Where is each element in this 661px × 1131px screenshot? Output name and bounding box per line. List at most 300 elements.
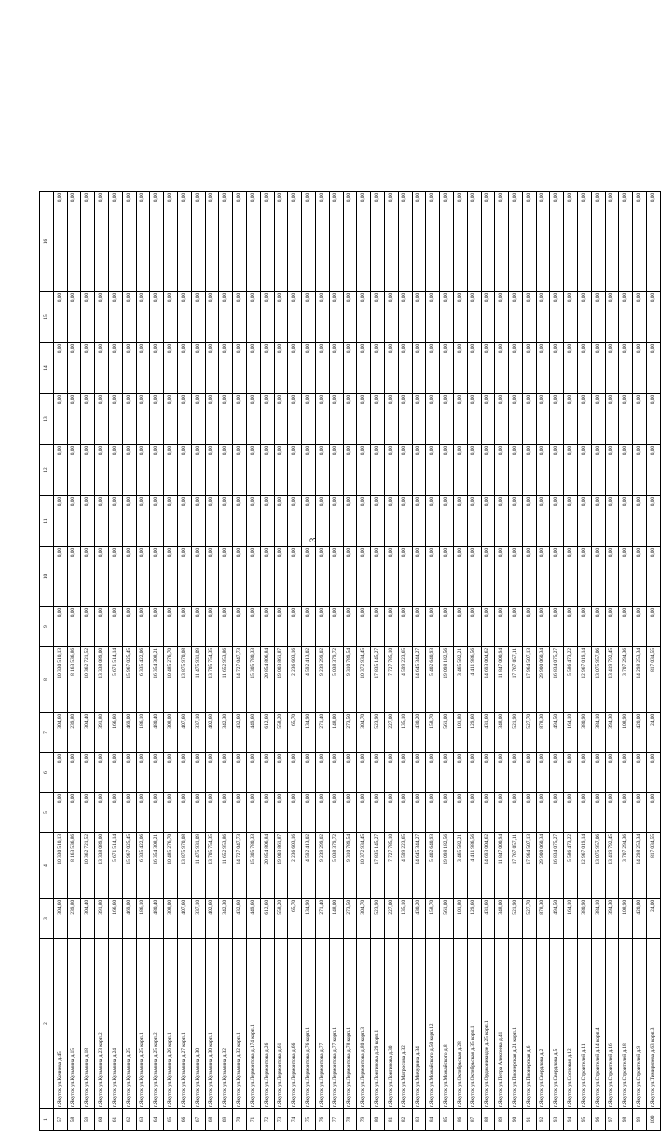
cost-cell: 3 707 294,36	[619, 833, 633, 899]
zero-cell: 0,00	[371, 607, 385, 647]
cost-cell: 17 835 145,27	[371, 833, 385, 899]
cost-cell: 16 834 075,27	[550, 647, 564, 713]
table-row	[164, 192, 178, 1131]
cost-cell: 6 335 422,06	[136, 647, 150, 713]
row-number-cell: 79	[357, 1109, 371, 1131]
zero-cell: 0,00	[302, 292, 316, 343]
zero-cell: 0,00	[509, 292, 523, 343]
zero-cell: 0,00	[522, 394, 536, 445]
row-number-cell: 88	[481, 1109, 495, 1131]
zero-cell: 0,00	[426, 343, 440, 394]
area-cell: 304,70	[357, 899, 371, 939]
row-number-cell: 73	[274, 1109, 288, 1131]
zero-cell: 0,00	[467, 394, 481, 445]
zero-cell: 0,00	[122, 607, 136, 647]
row-number-cell: 58	[67, 1109, 81, 1131]
zero-cell: 0,00	[53, 496, 67, 547]
cost-cell: 4 599 223,65	[398, 833, 412, 899]
table-row	[302, 192, 316, 1131]
zero-cell: 0,00	[578, 547, 592, 607]
table-row	[412, 192, 426, 1131]
cost-cell: 10 362 721,52	[81, 647, 95, 713]
area-cell: 273,50	[343, 713, 357, 753]
zero-cell: 0,00	[329, 607, 343, 647]
table-row	[578, 192, 592, 1131]
zero-cell: 0,00	[205, 343, 219, 394]
zero-cell: 0,00	[81, 394, 95, 445]
area-cell: 227,00	[384, 899, 398, 939]
zero-cell: 0,00	[81, 607, 95, 647]
zero-cell: 0,00	[191, 394, 205, 445]
zero-cell: 0,00	[136, 793, 150, 833]
zero-cell: 0,00	[302, 793, 316, 833]
zero-cell: 0,00	[522, 445, 536, 496]
zero-cell: 0,00	[536, 793, 550, 833]
address-cell: г.Якутск ул.Строителей д.16	[605, 939, 619, 1109]
zero-cell: 0,00	[260, 292, 274, 343]
area-cell: 273,50	[343, 899, 357, 939]
address-cell: г.Якутск ул.Кузьмина д.30	[191, 939, 205, 1109]
zero-cell: 0,00	[619, 496, 633, 547]
cost-cell: 14 298 253,34	[633, 647, 647, 713]
area-cell: 24,00	[647, 713, 661, 753]
row-number-cell: 89	[495, 1109, 509, 1131]
column-header: 3	[40, 899, 54, 939]
row-number-cell: 94	[564, 1109, 578, 1131]
table-row	[495, 192, 509, 1131]
zero-cell: 0,00	[108, 394, 122, 445]
cost-cell: 4 411 986,56	[467, 833, 481, 899]
zero-cell: 0,00	[453, 793, 467, 833]
table-row	[550, 192, 564, 1131]
row-number-cell: 82	[398, 1109, 412, 1131]
row-number-cell: 95	[578, 1109, 592, 1131]
table-row	[136, 192, 150, 1131]
zero-cell: 0,00	[219, 753, 233, 793]
row-number-cell: 93	[550, 1109, 564, 1131]
address-cell: г.Якутск ул.Кочнева д.45	[53, 939, 67, 1109]
area-cell: 24,00	[647, 899, 661, 939]
zero-cell: 0,00	[81, 192, 95, 292]
area-cell: 449,60	[246, 713, 260, 753]
zero-cell: 0,00	[343, 445, 357, 496]
column-header: 8	[40, 647, 54, 713]
zero-cell: 0,00	[122, 753, 136, 793]
zero-cell: 0,00	[550, 343, 564, 394]
zero-cell: 0,00	[315, 496, 329, 547]
zero-cell: 0,00	[647, 607, 661, 647]
area-cell: 430,20	[412, 713, 426, 753]
area-cell: 431,60	[481, 713, 495, 753]
cost-cell: 5 402 640,93	[426, 647, 440, 713]
zero-cell: 0,00	[122, 547, 136, 607]
area-cell: 134,90	[302, 713, 316, 753]
zero-cell: 0,00	[384, 753, 398, 793]
area-cell: 878,30	[536, 713, 550, 753]
cost-cell: 15 967 025,45	[122, 647, 136, 713]
zero-cell: 0,00	[495, 607, 509, 647]
cost-cell: 10 485 276,70	[164, 647, 178, 713]
zero-cell: 0,00	[274, 192, 288, 292]
zero-cell: 0,00	[605, 343, 619, 394]
data-table	[39, 191, 661, 1131]
table-row	[398, 192, 412, 1131]
zero-cell: 0,00	[398, 445, 412, 496]
zero-cell: 0,00	[81, 496, 95, 547]
zero-cell: 0,00	[467, 192, 481, 292]
zero-cell: 0,00	[233, 343, 247, 394]
zero-cell: 0,00	[108, 343, 122, 394]
zero-cell: 0,00	[177, 607, 191, 647]
zero-cell: 0,00	[564, 607, 578, 647]
row-number-cell: 66	[177, 1109, 191, 1131]
zero-cell: 0,00	[53, 394, 67, 445]
zero-cell: 0,00	[136, 343, 150, 394]
cost-cell: 2 236 603,16	[288, 833, 302, 899]
address-cell: г.Якутск ул.Строителей д.11	[578, 939, 592, 1109]
zero-cell: 0,00	[522, 292, 536, 343]
row-number-cell: 69	[219, 1109, 233, 1131]
zero-cell: 0,00	[619, 292, 633, 343]
cost-cell: 4 592 413,02	[302, 647, 316, 713]
zero-cell: 0,00	[233, 394, 247, 445]
address-cell: г.Якутск ул.Строителей д.9	[633, 939, 647, 1109]
area-cell: 164,10	[564, 899, 578, 939]
cost-cell: 6 335 422,06	[136, 833, 150, 899]
address-cell: г.Якутск ул.Октябрьская д.35 корп.1	[467, 939, 481, 1109]
zero-cell: 0,00	[164, 547, 178, 607]
column-header: 2	[40, 939, 54, 1109]
address-cell: г.Якутск ул.Лермонтова д.174 корп.1	[246, 939, 260, 1109]
row-number-cell: 85	[440, 1109, 454, 1131]
area-cell: 186,10	[136, 899, 150, 939]
zero-cell: 0,00	[633, 292, 647, 343]
zero-cell: 0,00	[481, 292, 495, 343]
area-cell: 380,90	[578, 713, 592, 753]
zero-cell: 0,00	[467, 292, 481, 343]
zero-cell: 0,00	[191, 192, 205, 292]
zero-cell: 0,00	[591, 547, 605, 607]
zero-cell: 0,00	[509, 793, 523, 833]
zero-cell: 0,00	[591, 753, 605, 793]
zero-cell: 0,00	[219, 496, 233, 547]
row-number-cell: 84	[426, 1109, 440, 1131]
zero-cell: 0,00	[219, 394, 233, 445]
zero-cell: 0,00	[274, 445, 288, 496]
row-number-cell: 99	[633, 1109, 647, 1131]
row-number-cell: 75	[302, 1109, 316, 1131]
zero-cell: 0,00	[246, 394, 260, 445]
area-cell: 134,90	[302, 899, 316, 939]
cost-cell: 10 330 510,13	[53, 833, 67, 899]
area-cell: 420,00	[633, 899, 647, 939]
zero-cell: 0,00	[288, 547, 302, 607]
zero-cell: 0,00	[177, 496, 191, 547]
data-table-rotated	[39, 191, 656, 1131]
area-cell: 527,70	[522, 899, 536, 939]
address-cell: г.Якутск ул.Лермонтова д.66	[288, 939, 302, 1109]
zero-cell: 0,00	[329, 343, 343, 394]
zero-cell: 0,00	[412, 343, 426, 394]
zero-cell: 0,00	[67, 343, 81, 394]
zero-cell: 0,00	[357, 793, 371, 833]
zero-cell: 0,00	[647, 793, 661, 833]
column-header: 5	[40, 793, 54, 833]
zero-cell: 0,00	[467, 496, 481, 547]
zero-cell: 0,00	[205, 445, 219, 496]
zero-cell: 0,00	[605, 192, 619, 292]
zero-cell: 0,00	[343, 292, 357, 343]
cost-cell: 7 727 785,10	[384, 833, 398, 899]
row-number-cell: 91	[522, 1109, 536, 1131]
cost-cell: 19 003 861,87	[274, 833, 288, 899]
zero-cell: 0,00	[550, 607, 564, 647]
cost-cell: 3 465 582,21	[453, 647, 467, 713]
cost-cell: 10 485 276,70	[164, 833, 178, 899]
zero-cell: 0,00	[177, 753, 191, 793]
table-row	[481, 192, 495, 1131]
zero-cell: 0,00	[481, 753, 495, 793]
table-row	[108, 192, 122, 1131]
cost-cell: 13 705 754,35	[205, 833, 219, 899]
cost-cell: 14 727 047,73	[233, 647, 247, 713]
column-header: 9	[40, 607, 54, 647]
address-cell: г.Якутск ул.Кузьмина д.30 корп.1	[205, 939, 219, 1109]
zero-cell: 0,00	[274, 547, 288, 607]
address-cell: г.Якутск ул.Тимирязева д.63 корп.3	[647, 939, 661, 1109]
zero-cell: 0,00	[246, 607, 260, 647]
zero-cell: 0,00	[150, 192, 164, 292]
zero-cell: 0,00	[136, 292, 150, 343]
zero-cell: 0,00	[440, 753, 454, 793]
zero-cell: 0,00	[315, 793, 329, 833]
zero-cell: 0,00	[246, 547, 260, 607]
zero-cell: 0,00	[260, 607, 274, 647]
column-header: 16	[40, 192, 54, 292]
row-number-cell: 72	[260, 1109, 274, 1131]
cost-cell: 4 411 986,56	[467, 647, 481, 713]
zero-cell: 0,00	[619, 192, 633, 292]
area-cell: 380,90	[578, 899, 592, 939]
zero-cell: 0,00	[398, 793, 412, 833]
zero-cell: 0,00	[136, 394, 150, 445]
zero-cell: 0,00	[329, 292, 343, 343]
area-cell: 239,80	[67, 713, 81, 753]
area-cell: 304,70	[357, 713, 371, 753]
cost-cell: 11 652 953,86	[219, 833, 233, 899]
column-header: 13	[40, 394, 54, 445]
zero-cell: 0,00	[384, 607, 398, 647]
zero-cell: 0,00	[591, 445, 605, 496]
zero-cell: 0,00	[81, 445, 95, 496]
zero-cell: 0,00	[81, 547, 95, 607]
zero-cell: 0,00	[619, 607, 633, 647]
zero-cell: 0,00	[177, 292, 191, 343]
row-number-cell: 60	[95, 1109, 109, 1131]
cost-cell: 29 900 060,34	[536, 833, 550, 899]
zero-cell: 0,00	[357, 292, 371, 343]
table-row	[95, 192, 109, 1131]
table-row	[605, 192, 619, 1131]
area-cell: 523,90	[371, 899, 385, 939]
zero-cell: 0,00	[509, 547, 523, 607]
zero-cell: 0,00	[371, 343, 385, 394]
zero-cell: 0,00	[246, 445, 260, 496]
cost-cell: 5 586 473,22	[564, 647, 578, 713]
zero-cell: 0,00	[274, 394, 288, 445]
zero-cell: 0,00	[233, 547, 247, 607]
zero-cell: 0,00	[302, 496, 316, 547]
area-cell: 129,60	[467, 713, 481, 753]
zero-cell: 0,00	[53, 753, 67, 793]
zero-cell: 0,00	[578, 496, 592, 547]
cost-cell: 11 475 931,09	[191, 833, 205, 899]
zero-cell: 0,00	[495, 496, 509, 547]
zero-cell: 0,00	[315, 192, 329, 292]
zero-cell: 0,00	[219, 547, 233, 607]
zero-cell: 0,00	[205, 793, 219, 833]
zero-cell: 0,00	[619, 394, 633, 445]
zero-cell: 0,00	[150, 445, 164, 496]
zero-cell: 0,00	[191, 607, 205, 647]
zero-cell: 0,00	[205, 394, 219, 445]
zero-cell: 0,00	[481, 793, 495, 833]
zero-cell: 0,00	[329, 753, 343, 793]
zero-cell: 0,00	[371, 753, 385, 793]
cost-cell: 5 038 379,72	[329, 647, 343, 713]
zero-cell: 0,00	[633, 445, 647, 496]
cost-cell: 17 964 507,13	[522, 833, 536, 899]
zero-cell: 0,00	[481, 192, 495, 292]
cost-cell: 817 034,55	[647, 647, 661, 713]
zero-cell: 0,00	[467, 445, 481, 496]
zero-cell: 0,00	[509, 394, 523, 445]
table-row	[633, 192, 647, 1131]
zero-cell: 0,00	[564, 192, 578, 292]
row-number-cell: 77	[329, 1109, 343, 1131]
zero-cell: 0,00	[591, 496, 605, 547]
zero-cell: 0,00	[440, 343, 454, 394]
zero-cell: 0,00	[219, 292, 233, 343]
zero-cell: 0,00	[274, 793, 288, 833]
area-cell: 186,10	[136, 713, 150, 753]
area-cell: 308,00	[164, 713, 178, 753]
table-row	[619, 192, 633, 1131]
zero-cell: 0,00	[384, 445, 398, 496]
cost-cell: 5 671 514,14	[108, 833, 122, 899]
zero-cell: 0,00	[67, 793, 81, 833]
cost-cell: 11 475 931,09	[191, 647, 205, 713]
zero-cell: 0,00	[619, 445, 633, 496]
zero-cell: 0,00	[578, 445, 592, 496]
zero-cell: 0,00	[453, 192, 467, 292]
zero-cell: 0,00	[53, 607, 67, 647]
zero-cell: 0,00	[412, 496, 426, 547]
zero-cell: 0,00	[95, 192, 109, 292]
area-cell: 108,90	[619, 899, 633, 939]
cost-cell: 19 003 861,87	[274, 647, 288, 713]
zero-cell: 0,00	[95, 547, 109, 607]
area-cell: 337,10	[191, 899, 205, 939]
table-row	[426, 192, 440, 1131]
zero-cell: 0,00	[288, 793, 302, 833]
cost-cell: 4 592 413,02	[302, 833, 316, 899]
zero-cell: 0,00	[647, 343, 661, 394]
zero-cell: 0,00	[536, 496, 550, 547]
cost-cell: 817 034,55	[647, 833, 661, 899]
table-row	[288, 192, 302, 1131]
table-row	[315, 192, 329, 1131]
table-row	[150, 192, 164, 1131]
zero-cell: 0,00	[108, 496, 122, 547]
zero-cell: 0,00	[412, 445, 426, 496]
zero-cell: 0,00	[343, 394, 357, 445]
row-number-cell: 76	[315, 1109, 329, 1131]
cost-cell: 11 847 000,94	[495, 647, 509, 713]
zero-cell: 0,00	[440, 445, 454, 496]
zero-cell: 0,00	[233, 793, 247, 833]
cost-cell: 5 402 640,93	[426, 833, 440, 899]
zero-cell: 0,00	[67, 607, 81, 647]
zero-cell: 0,00	[177, 343, 191, 394]
address-cell: г.Якутск ул.Кузьмина д.32 корп.1	[233, 939, 247, 1109]
zero-cell: 0,00	[67, 394, 81, 445]
zero-cell: 0,00	[260, 793, 274, 833]
zero-cell: 0,00	[426, 793, 440, 833]
zero-cell: 0,00	[53, 343, 67, 394]
cost-cell: 9 239 299,02	[315, 647, 329, 713]
zero-cell: 0,00	[288, 192, 302, 292]
zero-cell: 0,00	[343, 343, 357, 394]
zero-cell: 0,00	[398, 292, 412, 343]
cost-cell: 3 707 294,36	[619, 647, 633, 713]
zero-cell: 0,00	[122, 343, 136, 394]
cost-cell: 11 652 953,86	[219, 647, 233, 713]
table-row	[260, 192, 274, 1131]
zero-cell: 0,00	[67, 753, 81, 793]
zero-cell: 0,00	[357, 343, 371, 394]
address-cell: г.Якутск ул.Петра Алексеева д.41	[495, 939, 509, 1109]
area-cell: 148,00	[329, 713, 343, 753]
area-cell: 65,70	[288, 713, 302, 753]
cost-cell: 7 727 785,10	[384, 647, 398, 713]
table-row	[564, 192, 578, 1131]
zero-cell: 0,00	[81, 343, 95, 394]
row-number-cell: 86	[453, 1109, 467, 1131]
zero-cell: 0,00	[384, 496, 398, 547]
area-cell: 158,70	[426, 899, 440, 939]
zero-cell: 0,00	[150, 753, 164, 793]
area-cell: 337,10	[191, 713, 205, 753]
zero-cell: 0,00	[467, 343, 481, 394]
zero-cell: 0,00	[384, 192, 398, 292]
area-cell: 469,00	[122, 899, 136, 939]
zero-cell: 0,00	[619, 343, 633, 394]
zero-cell: 0,00	[398, 496, 412, 547]
zero-cell: 0,00	[522, 343, 536, 394]
area-cell: 135,10	[398, 713, 412, 753]
table-row	[371, 192, 385, 1131]
area-cell: 494,50	[550, 899, 564, 939]
zero-cell: 0,00	[288, 394, 302, 445]
zero-cell: 0,00	[260, 753, 274, 793]
zero-cell: 0,00	[95, 607, 109, 647]
zero-cell: 0,00	[274, 496, 288, 547]
area-cell: 239,80	[67, 899, 81, 939]
zero-cell: 0,00	[122, 793, 136, 833]
zero-cell: 0,00	[591, 292, 605, 343]
area-cell: 308,00	[164, 899, 178, 939]
